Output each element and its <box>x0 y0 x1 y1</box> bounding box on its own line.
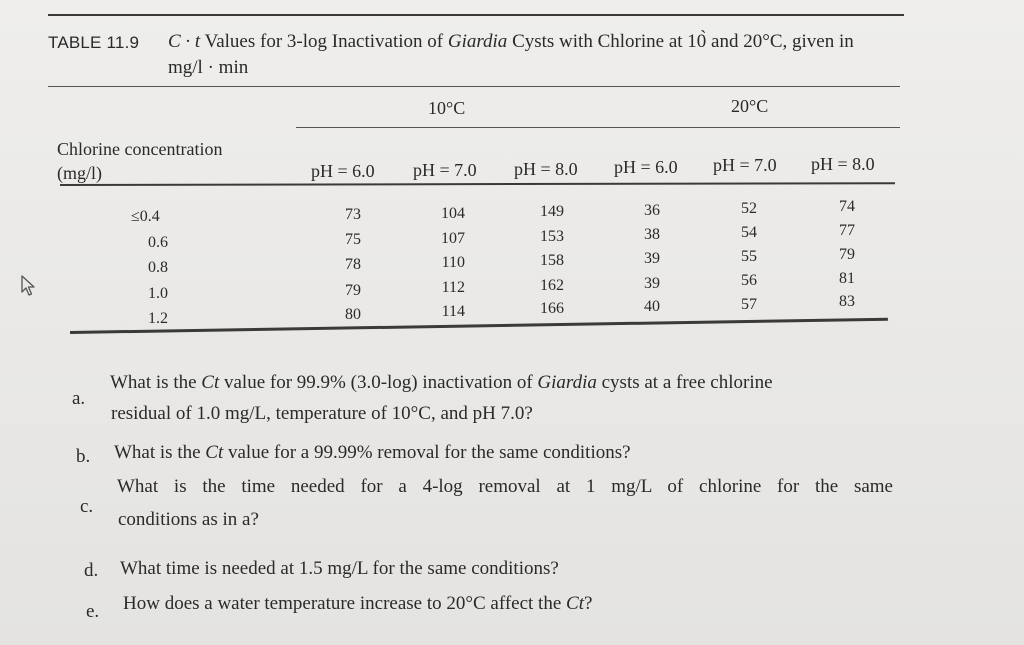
value-cell: 54 <box>741 224 757 241</box>
value-cell: 149 <box>540 203 564 220</box>
value-cell: 104 <box>441 205 465 222</box>
value-cell: 166 <box>540 300 564 317</box>
question-letter: d. <box>84 560 99 581</box>
value-cell: 79 <box>345 282 361 299</box>
question-a-line2: residual of 1.0 mg/L, temperature of 10°C, and pH 7.0? <box>111 403 533 424</box>
value-cell: 52 <box>741 200 757 217</box>
value-cell: 55 <box>741 248 757 265</box>
value-cell: 83 <box>839 293 855 310</box>
question-letter: b. <box>76 446 91 467</box>
question-e-line1 <box>123 589 592 618</box>
question-letter: e. <box>86 601 100 622</box>
q-ct: Ct <box>201 372 220 393</box>
table-caption-line2: mg/l · min <box>168 57 249 78</box>
header-rule <box>60 182 895 185</box>
q-organism: Giardia <box>537 372 597 393</box>
q-text: What is the <box>110 372 202 393</box>
q-ct: Ct <box>205 442 224 463</box>
question-d <box>84 550 784 580</box>
value-cell: 36 <box>644 202 660 219</box>
q-text: ? <box>583 593 593 614</box>
caption-rule <box>48 86 900 87</box>
value-cell: 112 <box>441 279 465 296</box>
table-caption <box>168 30 854 54</box>
value-cell: 78 <box>345 256 361 273</box>
caption-ct: C · t <box>168 31 201 52</box>
caption-lead: Values for 3-log Inactivation of <box>200 31 448 52</box>
col-header-10c-ph7: pH = 7.0 <box>413 160 477 180</box>
value-cell: 56 <box>741 272 757 289</box>
col-header-10c-ph8: pH = 8.0 <box>514 159 578 179</box>
value-cell: 162 <box>540 277 564 294</box>
value-cell: 74 <box>839 198 855 215</box>
question-c-line1: What is the time needed for a 4-log removal at 1 mg/L of chlorine for the same <box>117 476 893 497</box>
q-text: cysts at a free chlorine <box>596 372 773 393</box>
col-header-10c-ph6: pH = 6.0 <box>311 161 375 181</box>
table-number: TABLE 11.9 <box>48 33 140 52</box>
question-d-line1: What time is needed at 1.5 mg/L for the same conditions? <box>120 558 559 579</box>
q-text: What is the <box>114 442 206 463</box>
conc-cell: 0.8 <box>148 259 168 276</box>
question-letter: c. <box>80 496 94 517</box>
question-c-line2: conditions as in a? <box>118 509 259 530</box>
value-cell: 57 <box>741 296 757 313</box>
question-a <box>72 368 912 430</box>
q-text: value for 99.9% (3.0-log) inactivation of <box>219 372 538 393</box>
value-cell: 110 <box>441 254 465 271</box>
col-header-20c-ph6: pH = 6.0 <box>614 157 678 177</box>
group-header-20c: 20°C <box>731 96 769 116</box>
value-cell: 158 <box>540 252 564 269</box>
question-b <box>76 438 916 468</box>
conc-cell: 1.0 <box>148 285 168 302</box>
caption-rest: Cysts with Chlorine at 10 <box>507 31 707 52</box>
value-cell: 39 <box>644 275 660 292</box>
conc-cell: ≤0.4 <box>131 208 160 225</box>
value-cell: 107 <box>441 230 465 247</box>
question-letter: a. <box>72 388 86 409</box>
value-cell: 114 <box>441 303 465 320</box>
group-rule <box>296 127 900 128</box>
q-text: value for a 99.99% removal for the same conditions? <box>223 442 631 463</box>
question-b-line1 <box>114 438 631 467</box>
table-top-rule <box>48 14 904 16</box>
value-cell: 38 <box>644 226 660 243</box>
value-cell: 81 <box>839 270 855 287</box>
table-bottom-rule <box>70 318 888 334</box>
value-cell: 79 <box>839 246 855 263</box>
value-cell: 80 <box>345 306 361 323</box>
question-e <box>86 585 786 622</box>
caption-organism: Giardia <box>447 31 508 52</box>
col-header-20c-ph7: pH = 7.0 <box>713 155 777 175</box>
value-cell: 39 <box>644 250 660 267</box>
question-c <box>80 472 910 534</box>
caption-end: and 20°C, given in <box>706 31 854 52</box>
mouse-pointer-icon <box>20 275 38 297</box>
question-a-line1 <box>110 368 773 397</box>
conc-cell: 0.6 <box>148 234 168 251</box>
col-header-20c-ph8: pH = 8.0 <box>811 154 875 174</box>
q-ct: Ct <box>566 593 584 614</box>
value-cell: 75 <box>345 231 361 248</box>
value-cell: 40 <box>644 298 660 315</box>
row-header-line2: (mg/l) <box>57 163 102 183</box>
q-text: How does a water temperature increase to 20°C affect the <box>123 593 567 614</box>
value-cell: 73 <box>345 206 361 223</box>
value-cell: 77 <box>839 222 855 239</box>
group-header-10c: 10°C <box>428 98 466 118</box>
value-cell: 153 <box>540 228 564 245</box>
conc-cell: 1.2 <box>148 310 168 327</box>
row-header-line1: Chlorine concentration <box>57 139 223 159</box>
